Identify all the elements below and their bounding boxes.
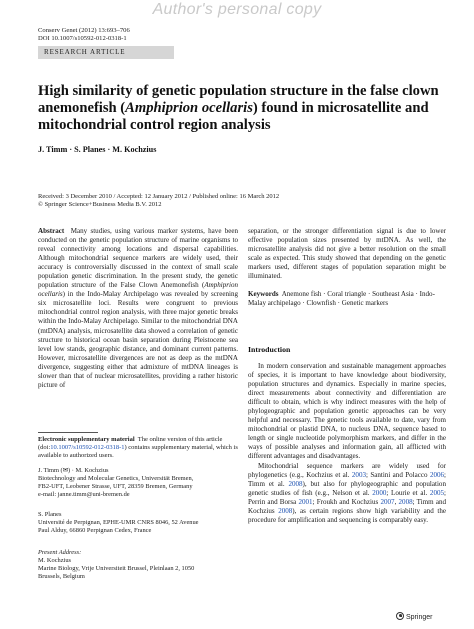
esm-label: Electronic supplementary material [38,436,135,443]
intro-p2-j: ), as certain regions show high variability and the procedure for amplification and sequencing is comparably easy. [248,506,446,524]
footnote-divider [38,432,98,433]
springer-horse-icon [396,612,404,620]
paper-title [38,83,448,133]
affil3-label: Present Address: [38,549,82,556]
affiliation-perpignan [38,511,238,535]
doi[interactable]: DOI 10.1007/s10592-012-0318-1 [38,35,127,42]
abstract-continued [248,227,446,308]
intro-p2-i: ; Timm and Kochzius [248,497,447,515]
journal-citation: Conserv Genet (2012) 13:693–706 [38,27,130,34]
publisher-name: Springer [406,614,433,621]
intro-paragraph-2 [248,462,446,525]
intro-p2-f: ; Perrin and Borsa [248,488,446,506]
ref-link[interactable]: 2008 [278,506,293,515]
title-part1: High similarity of genetic population structure in the false clown anemonefish ( [38,83,439,116]
intro-p2-h: , [394,497,399,506]
ref-link[interactable]: 2001 [298,497,313,506]
affil1-names: J. Timm (✉) · M. Kochzius [38,467,109,474]
keywords-text: Anemone fish · Coral triangle · Southeast Asia · Indo-Malay archipelago · Clownfish · Genetic markers [248,290,435,308]
abstract-text-a: Many studies, using various marker systems, have been conducted on the genetic population structure of marine organisms to reveal connectivity among locations and dispersal capabilities. Although mitochondrial sequence markers are widely used, their accuracy is controversially discussed in the context of small scale population genetic discrimination. In the present study, the genetic population structure of the False Clown Anemonefish ( [38,227,239,290]
copyright: © Springer Science+Business Media B.V. 2012 [38,201,162,208]
watermark: Author's personal copy [152,1,322,18]
intro-paragraph-1: In modern conservation and sustainable management approaches of species, it is important to have knowledge about biodiversity, population structures and dynamics. Especially in marine species, direct measurements about connectivity and differentiation are difficult to obtain, which is why indirect measures with the help of phylogeographic and population genetic approaches can be very helpful and necessary. The genetic tools available to date, vary from mitochondrial or plastid DNA, to nucleus DNA, sequence based to length or single nucleotide polymorphism markers, and differ in the ways of possible analyses and information gain, all afflicted with different advantages and disadvantages. [248,362,446,461]
abstract [38,227,238,390]
history-dates: Received: 3 December 2010 / Accepted: 12 January 2012 / Published online: 16 March 2012 [38,193,280,200]
ref-link[interactable]: 2000 [372,488,387,497]
publication-history [38,193,279,209]
keywords [248,290,446,308]
affil1-line1: Biotechnology and Molecular Genetics, Universität Bremen, [38,474,194,482]
intro-p2-b: ; Santini and Polacco [365,470,430,479]
affil2-name: S. Planes [38,511,62,518]
section-heading-introduction: Introduction [248,345,291,354]
title-part2: ) found in microsatellite and mitochondrial control region analysis [38,99,429,133]
affil3-line2: Brussels, Belgium [38,572,85,580]
affil1-email[interactable]: e-mail: janne.timm@uni-bremen.de [38,490,130,498]
esm-text-b: ) contains supplementary material, which is available to authorized users. [38,444,238,459]
introduction-body [248,362,446,525]
abstract-label: Abstract [38,227,65,235]
ref-link[interactable]: 2006 [429,470,445,479]
ref-link[interactable]: 2008 [398,497,413,506]
intro-p2-g: ; Froukh and Kochzius [312,497,381,506]
affil1-line2: FB2-UFT, Leobener Strasse, UFT, 28359 Bremen, Germany [38,482,193,490]
affil2-line1: Université de Perpignan, EPHE-UMR CNRS 8046, 52 Avenue [38,518,199,526]
intro-p2-e: ; Lourie et al. [386,488,430,497]
esm-doi-link[interactable]: 10.1007/s10592-012-0318-1 [50,444,125,451]
esm-text-a: The online version of this article (doi: [38,436,223,451]
intro-p2-c: ; Timm et al. [248,470,446,488]
article-type-banner: RESEARCH ARTICLE [38,46,174,59]
ref-link[interactable]: 2007 [380,497,395,506]
keywords-label: Keywords [248,290,279,299]
ref-link[interactable]: 2005 [429,488,445,497]
affiliation-present-address [38,549,238,581]
abstract-text-right: separation, or the stronger differentiation signal is due to lower effective population sizes presented by mtDNA. As well, the microsatellite analysis did not give a better resolution on the small scale as expected. This study showed that depending on the genetic markers used, different stages of population separation might be illuminated. [248,227,446,281]
ref-link[interactable]: 2008 [288,479,303,488]
affil3-line1: Marine Biology, Vrije Universiteit Brussel, Pleinlaan 2, 1050 [38,564,195,572]
title-species: Amphiprion ocellaris [125,99,253,116]
abstract-text-b: ) in the Indo-Malay Archipelago was revealed by screening six microsatellite loci. Results were congruent to previous mitochondrial control region analysis, with three major genetic breaks within the Indo-Malay Archipelago. Similar to the mitochondrial DNA (mtDNA) analysis, microsatellite data showed a correlation of genetic structure to historical ocean basin separation during Pleistocene sea level low stands, geographic distance, and dominant current patterns. However, microsatellite divergences are not as deep as the mtDNA divergence, suggesting either that admixture of mtDNA lineages is slower than that of nuclear microsatellites, providing a rather historic picture of [38,290,238,389]
affil3-name: M. Kochzius [38,556,72,564]
intro-p2-d: ), but also for phylogeographic and population genetic studies of fish (e.g., Nelson et al. [248,479,446,497]
supplementary-material-note [38,436,238,460]
author-list: J. Timm · S. Planes · M. Kochzius [38,145,157,154]
ref-link[interactable]: 2003 [351,470,366,479]
journal-info [38,27,130,43]
affiliation-bremen [38,467,238,499]
abstract-species: Amphiprion ocellaris [38,281,238,299]
intro-p2-a: Mitochondrial sequence markers are widely used for phylogenetics (e.g., Kochzius et al. [248,461,446,479]
affil2-line2: Paul Alduy, 66860 Perpignan Cedex, France [38,526,152,534]
publisher-logo [396,612,432,621]
